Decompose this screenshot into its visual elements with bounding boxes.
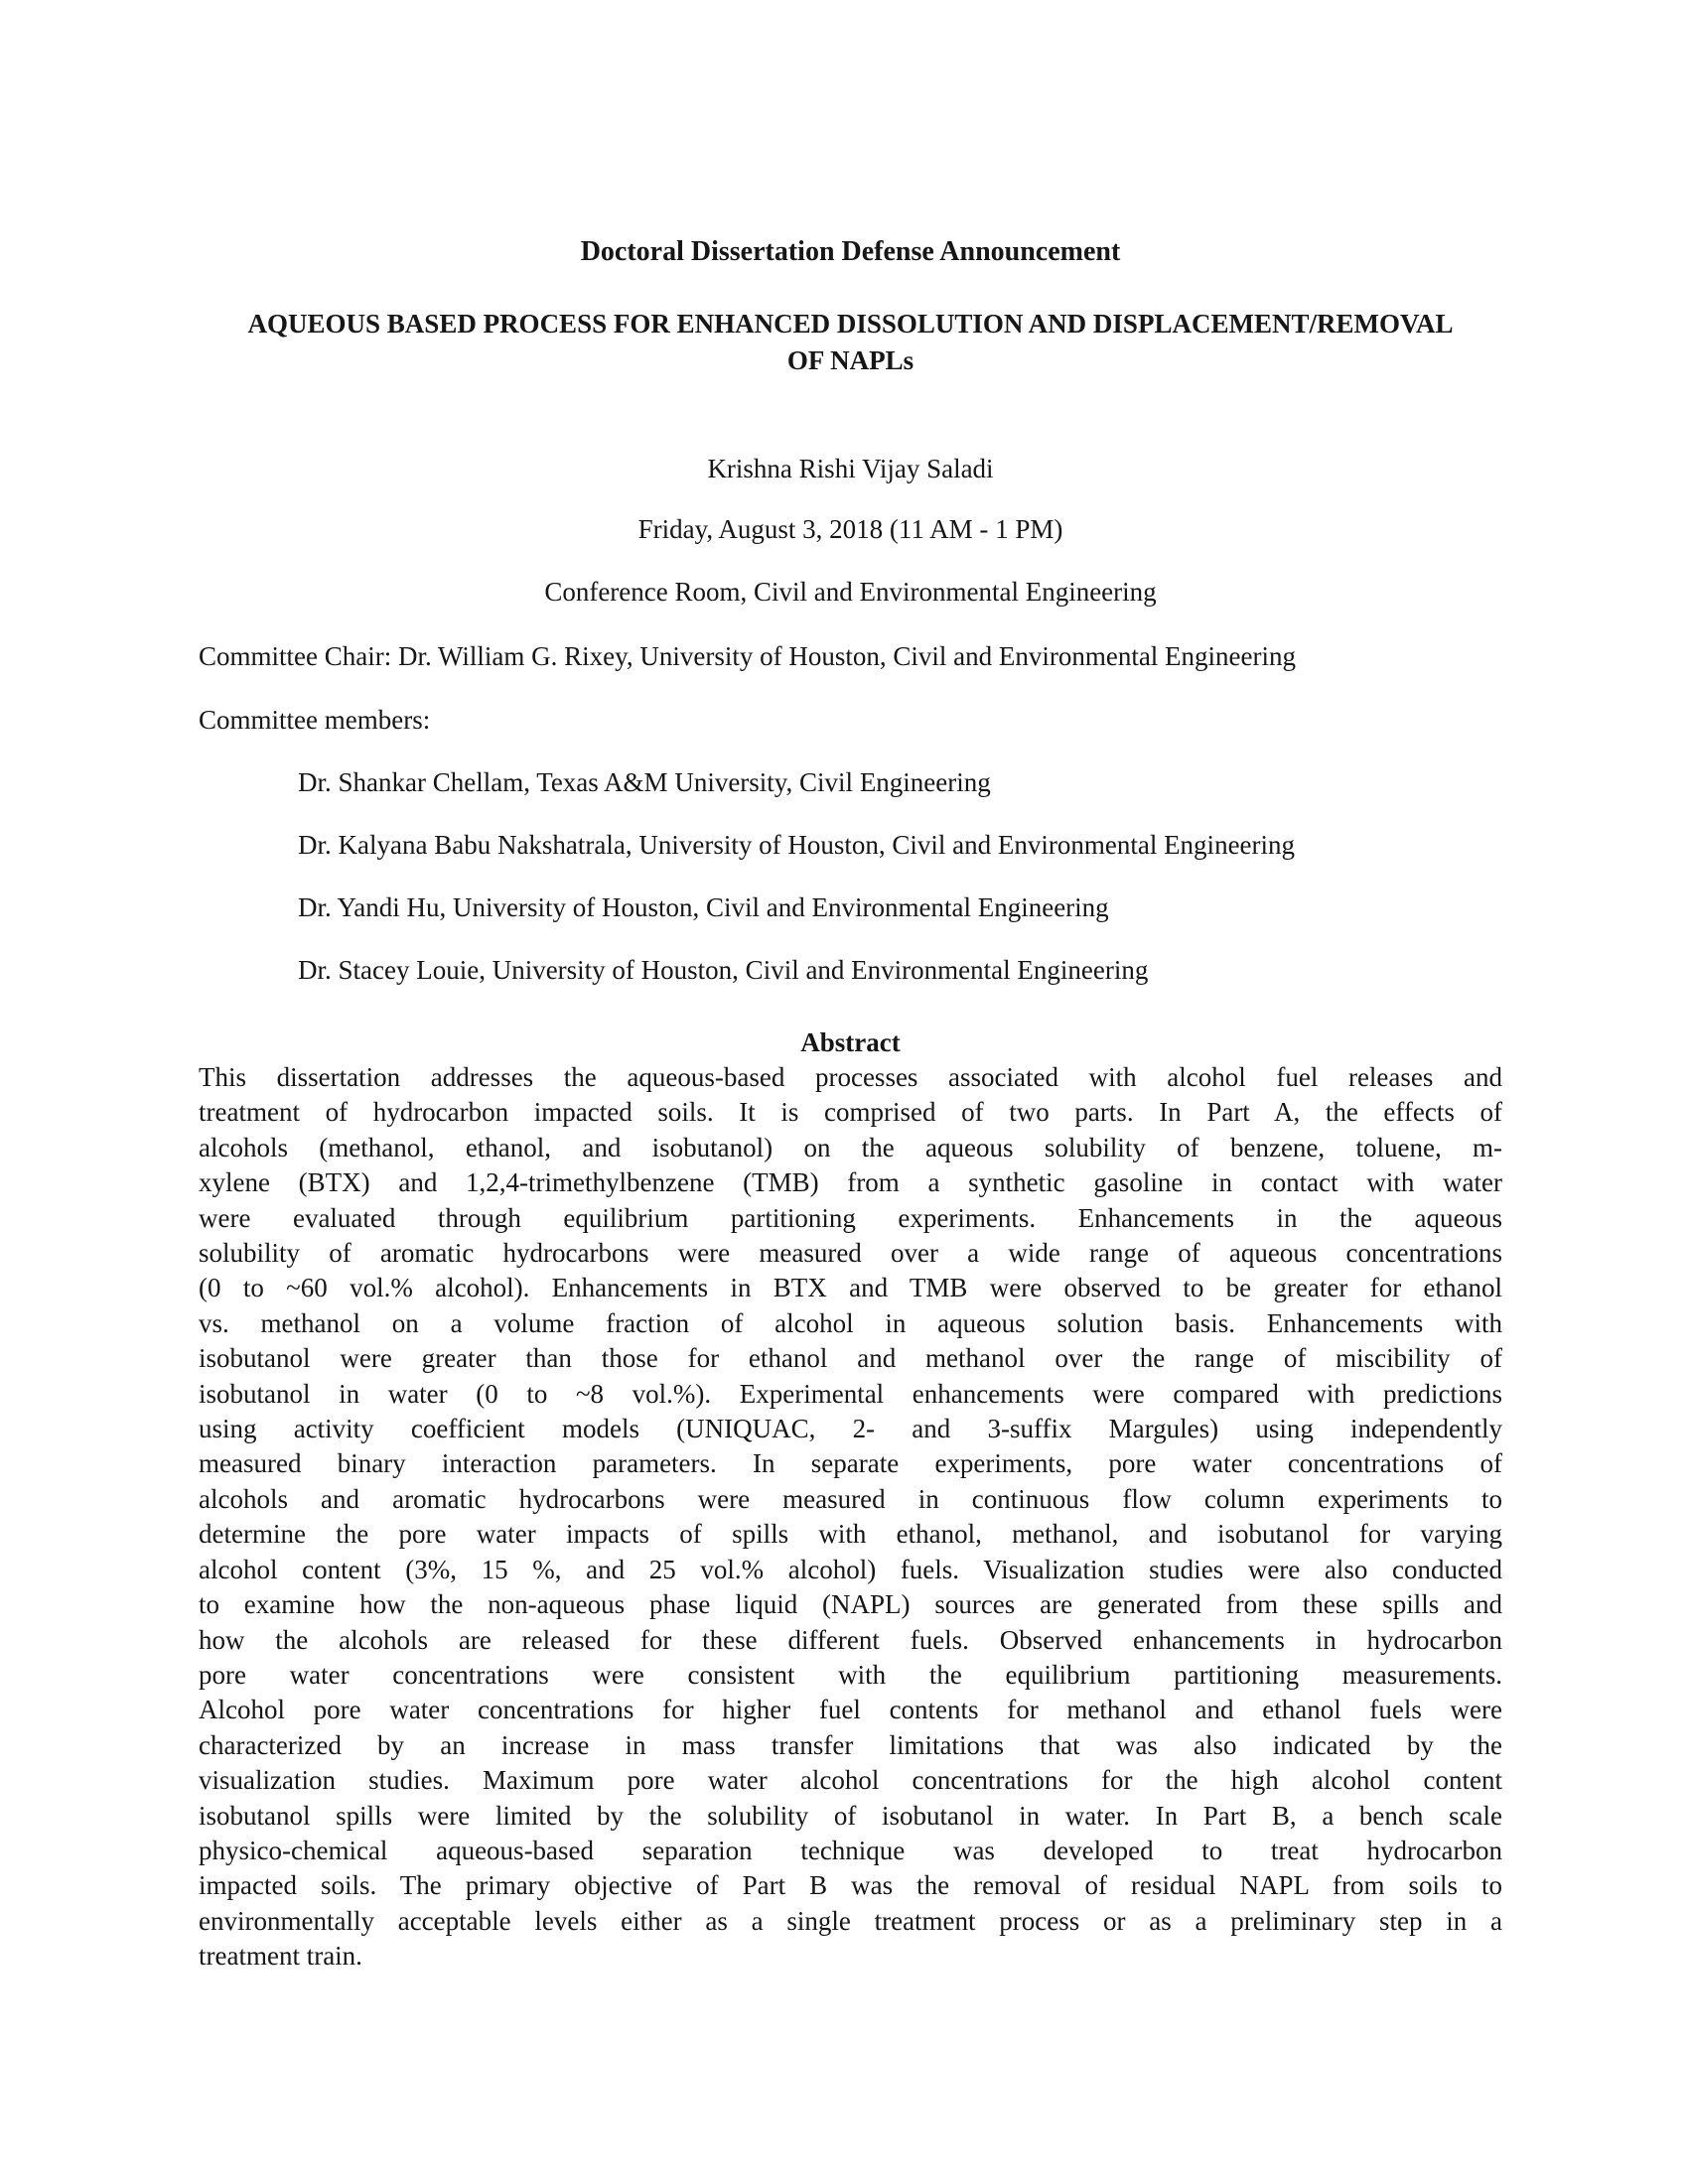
- dissertation-title-line-2: OF NAPLs: [786, 345, 914, 375]
- abstract-line: measured binary interaction parameters. In separate experiments, pore water concentrations of: [199, 1448, 1502, 1479]
- committee-chair-line: Committee Chair: Dr. William G. Rixey, University of Houston, Civil and Environmental Engineering: [199, 641, 1297, 671]
- abstract-line: solubility of aromatic hydrocarbons were measured over a wide range of aqueous concentrations: [199, 1238, 1502, 1269]
- abstract-line: alcohols and aromatic hydrocarbons were measured in continuous flow column experiments to: [199, 1483, 1502, 1514]
- abstract-line: treatment of hydrocarbon impacted soils. It is comprised of two parts. In Part A, the effects of: [199, 1097, 1502, 1128]
- committee-members-label: Committee members:: [199, 705, 431, 735]
- defense-datetime: Friday, August 3, 2018 (11 AM - 1 PM): [637, 514, 1063, 544]
- abstract-line: to examine how the non-aqueous phase liquid (NAPL) sources are generated from these spills and: [199, 1589, 1502, 1620]
- abstract-line: alcohol content (3%, 15 %, and 25 vol.% alcohol) fuels. Visualization studies were also conducted: [199, 1554, 1502, 1584]
- abstract-line: isobutanol spills were limited by the solubility of isobutanol in water. In Part B, a bench scale: [199, 1800, 1502, 1831]
- abstract-line: isobutanol in water (0 to ~8 vol.%). Experimental enhancements were compared with predictions: [199, 1378, 1502, 1409]
- abstract-line: impacted soils. The primary objective of Part B was the removal of residual NAPL from soils to: [199, 1870, 1502, 1901]
- announcement-title: Doctoral Dissertation Defense Announcement: [580, 236, 1121, 267]
- abstract-line: treatment train.: [199, 1941, 362, 1972]
- abstract-line: visualization studies. Maximum pore water alcohol concentrations for the high alcohol content: [199, 1765, 1502, 1796]
- abstract-text: [199, 1060, 1502, 1975]
- candidate-name: Krishna Rishi Vijay Saladi: [707, 454, 994, 483]
- abstract-line: determine the pore water impacts of spills with ethanol, methanol, and isobutanol for varying: [199, 1519, 1502, 1550]
- abstract-line: environmentally acceptable levels either as a single treatment process or as a preliminary step in a: [199, 1905, 1502, 1936]
- abstract-line: using activity coefficient models (UNIQUAC, 2- and 3-suffix Margules) using independently: [199, 1414, 1502, 1444]
- committee-member-4: Dr. Stacey Louie, University of Houston, Civil and Environmental Engineering: [298, 955, 1149, 985]
- abstract-line: vs. methanol on a volume fraction of alcohol in aqueous solution basis. Enhancements with: [199, 1307, 1502, 1338]
- abstract-line: pore water concentrations were consistent with the equilibrium partitioning measurements.: [199, 1659, 1502, 1690]
- defense-location: Conference Room, Civil and Environmental Engineering: [544, 577, 1157, 607]
- abstract-line: how the alcohols are released for these different fuels. Observed enhancements in hydrocarbon: [199, 1624, 1502, 1655]
- abstract-line: were evaluated through equilibrium partitioning experiments. Enhancements in the aqueous: [199, 1202, 1502, 1233]
- abstract-line: This dissertation addresses the aqueous-based processes associated with alcohol fuel releases and: [199, 1062, 1502, 1092]
- abstract-line: Alcohol pore water concentrations for higher fuel contents for methanol and ethanol fuels were: [199, 1695, 1502, 1725]
- abstract-line: physico-chemical aqueous-based separation technique was developed to treat hydrocarbon: [199, 1835, 1502, 1865]
- dissertation-title: [199, 306, 1502, 379]
- committee-member-3: Dr. Yandi Hu, University of Houston, Civil and Environmental Engineering: [298, 892, 1109, 922]
- abstract-line: characterized by an increase in mass transfer limitations that was also indicated by the: [199, 1729, 1502, 1760]
- abstract-line: alcohols (methanol, ethanol, and isobutanol) on the aqueous solubility of benzene, toluene, m-: [199, 1132, 1502, 1162]
- abstract-line: xylene (BTX) and 1,2,4-trimethylbenzene (TMB) from a synthetic gasoline in contact with water: [199, 1167, 1502, 1198]
- committee-member-2: Dr. Kalyana Babu Nakshatrala, University of Houston, Civil and Environmental Engineering: [298, 830, 1296, 860]
- committee-member-1: Dr. Shankar Chellam, Texas A&M University, Civil Engineering: [298, 767, 991, 797]
- abstract-heading: Abstract: [800, 1027, 901, 1057]
- dissertation-title-line-1: AQUEOUS BASED PROCESS FOR ENHANCED DISSOLUTION AND DISPLACEMENT/REMOVAL: [247, 309, 1454, 339]
- abstract-line: isobutanol were greater than those for ethanol and methanol over the range of miscibility of: [199, 1343, 1502, 1374]
- abstract-line: (0 to ~60 vol.% alcohol). Enhancements in BTX and TMB were observed to be greater for ethanol: [199, 1273, 1502, 1303]
